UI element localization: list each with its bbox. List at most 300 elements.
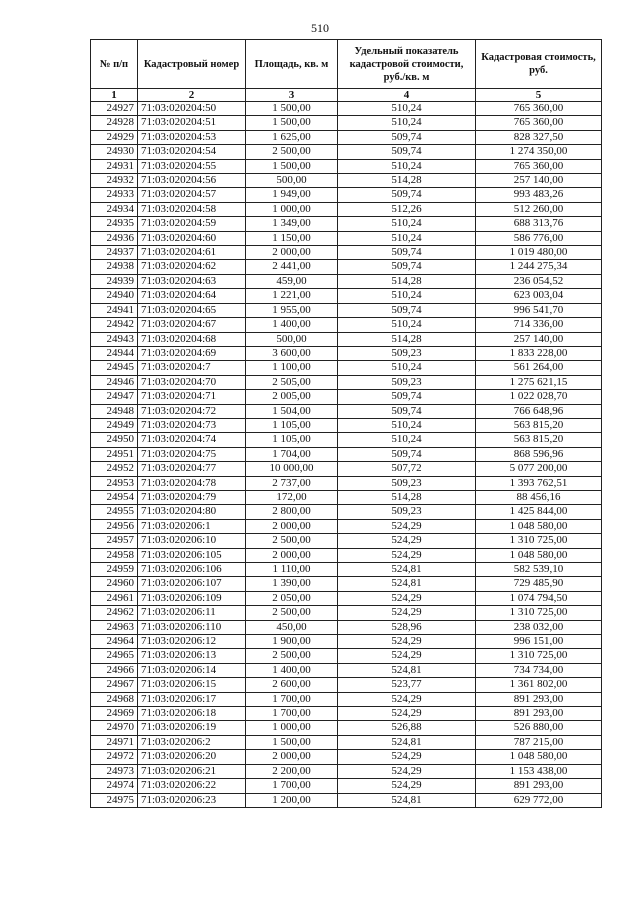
cell-cadastral-value: 688 313,76 [476,217,602,231]
cell-area: 1 150,00 [246,231,338,245]
cell-index: 24944 [91,346,138,360]
cell-cadastral-number: 71:03:020204:80 [138,505,246,519]
cell-unit-value: 524,81 [338,735,476,749]
table-row [91,260,602,274]
table-row [91,289,602,303]
cell-cadastral-number: 71:03:020206:22 [138,779,246,793]
cell-index: 24958 [91,548,138,562]
cell-area: 2 500,00 [246,145,338,159]
table-row [91,649,602,663]
cell-area: 2 500,00 [246,606,338,620]
cell-unit-value: 509,74 [338,390,476,404]
cell-cadastral-number: 71:03:020204:61 [138,246,246,260]
table-row [91,462,602,476]
cell-index: 24942 [91,318,138,332]
table-row [91,620,602,634]
cell-cadastral-number: 71:03:020204:64 [138,289,246,303]
table-row [91,318,602,332]
table-row [91,505,602,519]
cell-unit-value: 509,23 [338,505,476,519]
cell-area: 1 949,00 [246,188,338,202]
cell-cadastral-value: 623 003,04 [476,289,602,303]
cell-cadastral-value: 1 275 621,15 [476,375,602,389]
table-row [91,130,602,144]
cell-cadastral-number: 71:03:020204:57 [138,188,246,202]
cell-area: 1 221,00 [246,289,338,303]
table-row [91,476,602,490]
cell-area: 1 100,00 [246,361,338,375]
cell-unit-value: 524,29 [338,534,476,548]
cell-index: 24931 [91,159,138,173]
cell-area: 1 110,00 [246,563,338,577]
cell-area: 2 505,00 [246,375,338,389]
table-row [91,490,602,504]
cell-cadastral-number: 71:03:020204:73 [138,418,246,432]
cell-area: 1 900,00 [246,635,338,649]
cell-index: 24955 [91,505,138,519]
cell-cadastral-number: 71:03:020206:19 [138,721,246,735]
cell-cadastral-value: 734 734,00 [476,663,602,677]
cell-cadastral-number: 71:03:020204:77 [138,462,246,476]
cell-unit-value: 524,29 [338,591,476,605]
cell-cadastral-number: 71:03:020204:55 [138,159,246,173]
cell-index: 24959 [91,563,138,577]
cell-cadastral-number: 71:03:020204:72 [138,404,246,418]
cell-index: 24947 [91,390,138,404]
cell-unit-value: 509,23 [338,375,476,389]
cell-cadastral-value: 868 596,96 [476,447,602,461]
cell-cadastral-value: 1 048 580,00 [476,519,602,533]
cell-index: 24940 [91,289,138,303]
cell-area: 1 390,00 [246,577,338,591]
cell-cadastral-value: 563 815,20 [476,433,602,447]
cell-cadastral-number: 71:03:020206:15 [138,678,246,692]
cell-area: 1 955,00 [246,303,338,317]
cell-cadastral-number: 71:03:020206:12 [138,635,246,649]
cell-area: 450,00 [246,620,338,634]
table-header [91,40,602,102]
cell-cadastral-number: 71:03:020206:14 [138,663,246,677]
cell-area: 1 500,00 [246,159,338,173]
cell-cadastral-value: 891 293,00 [476,692,602,706]
cell-index: 24971 [91,735,138,749]
cell-cadastral-number: 71:03:020204:53 [138,130,246,144]
cell-cadastral-number: 71:03:020204:50 [138,102,246,116]
cell-cadastral-value: 1 019 480,00 [476,246,602,260]
column-number: 3 [246,89,338,102]
cell-unit-value: 514,28 [338,332,476,346]
cell-cadastral-number: 71:03:020206:106 [138,563,246,577]
cell-cadastral-value: 1 244 275,34 [476,260,602,274]
cell-area: 1 105,00 [246,433,338,447]
table-row [91,692,602,706]
cell-area: 1 400,00 [246,318,338,332]
table-row [91,274,602,288]
cell-cadastral-number: 71:03:020206:1 [138,519,246,533]
cell-unit-value: 509,23 [338,476,476,490]
cell-cadastral-number: 71:03:020204:59 [138,217,246,231]
cell-cadastral-number: 71:03:020206:110 [138,620,246,634]
table-row [91,188,602,202]
cell-unit-value: 524,29 [338,519,476,533]
header-row [91,40,602,89]
cell-cadastral-number: 71:03:020204:65 [138,303,246,317]
table-row [91,346,602,360]
cell-index: 24954 [91,490,138,504]
cell-unit-value: 524,29 [338,692,476,706]
column-number: 4 [338,89,476,102]
cell-area: 1 504,00 [246,404,338,418]
cell-cadastral-value: 1 274 350,00 [476,145,602,159]
cell-unit-value: 524,81 [338,663,476,677]
cell-cadastral-value: 714 336,00 [476,318,602,332]
cell-cadastral-number: 71:03:020206:11 [138,606,246,620]
cell-area: 2 200,00 [246,764,338,778]
cell-area: 2 500,00 [246,649,338,663]
page-number: 510 [311,21,329,35]
cell-index: 24946 [91,375,138,389]
cell-area: 10 000,00 [246,462,338,476]
table-row [91,159,602,173]
cell-index: 24972 [91,750,138,764]
cell-unit-value: 524,29 [338,649,476,663]
cell-unit-value: 514,28 [338,490,476,504]
cell-area: 1 349,00 [246,217,338,231]
table-row [91,663,602,677]
cell-cadastral-number: 71:03:020206:23 [138,793,246,807]
cell-cadastral-number: 71:03:020204:60 [138,231,246,245]
cell-index: 24956 [91,519,138,533]
cell-cadastral-value: 1 393 762,51 [476,476,602,490]
cell-cadastral-number: 71:03:020206:10 [138,534,246,548]
header-area: Площадь, кв. м [246,40,338,89]
cell-index: 24948 [91,404,138,418]
cell-cadastral-number: 71:03:020206:21 [138,764,246,778]
cell-index: 24962 [91,606,138,620]
cell-cadastral-number: 71:03:020204:68 [138,332,246,346]
cell-unit-value: 510,24 [338,361,476,375]
cell-index: 24938 [91,260,138,274]
cell-area: 2 000,00 [246,548,338,562]
table-row [91,102,602,116]
cell-unit-value: 524,81 [338,563,476,577]
table-row [91,174,602,188]
cell-cadastral-value: 1 361 802,00 [476,678,602,692]
cell-index: 24951 [91,447,138,461]
cell-cadastral-value: 1 022 028,70 [476,390,602,404]
table-row [91,418,602,432]
cell-cadastral-number: 71:03:020204:67 [138,318,246,332]
cell-index: 24970 [91,721,138,735]
cell-cadastral-number: 71:03:020204:74 [138,433,246,447]
cell-index: 24949 [91,418,138,432]
cell-unit-value: 510,24 [338,289,476,303]
cell-cadastral-value: 1 048 580,00 [476,548,602,562]
table-row [91,447,602,461]
cell-cadastral-number: 71:03:020206:107 [138,577,246,591]
cell-index: 24973 [91,764,138,778]
cell-cadastral-number: 71:03:020206:17 [138,692,246,706]
cell-cadastral-number: 71:03:020206:13 [138,649,246,663]
table-row [91,231,602,245]
cell-unit-value: 509,74 [338,404,476,418]
cell-unit-value: 509,74 [338,260,476,274]
cell-unit-value: 509,74 [338,303,476,317]
cell-unit-value: 509,74 [338,246,476,260]
column-number: 2 [138,89,246,102]
cell-cadastral-number: 71:03:020204:69 [138,346,246,360]
cell-index: 24950 [91,433,138,447]
cell-cadastral-value: 1 048 580,00 [476,750,602,764]
table-row [91,735,602,749]
cell-unit-value: 524,29 [338,764,476,778]
cell-cadastral-value: 993 483,26 [476,188,602,202]
table-row [91,332,602,346]
cell-index: 24963 [91,620,138,634]
cell-index: 24935 [91,217,138,231]
cell-area: 1 704,00 [246,447,338,461]
cell-cadastral-number: 71:03:020206:2 [138,735,246,749]
cell-unit-value: 523,77 [338,678,476,692]
cell-unit-value: 512,26 [338,202,476,216]
cell-cadastral-value: 582 539,10 [476,563,602,577]
cell-index: 24975 [91,793,138,807]
cell-cadastral-value: 1 425 844,00 [476,505,602,519]
cell-cadastral-value: 561 264,00 [476,361,602,375]
cell-area: 1 000,00 [246,721,338,735]
cell-unit-value: 507,72 [338,462,476,476]
cell-index: 24964 [91,635,138,649]
cell-area: 500,00 [246,174,338,188]
cell-area: 1 105,00 [246,418,338,432]
cell-index: 24930 [91,145,138,159]
cell-area: 2 500,00 [246,534,338,548]
cell-area: 1 700,00 [246,692,338,706]
cell-cadastral-value: 586 776,00 [476,231,602,245]
cell-area: 2 737,00 [246,476,338,490]
table-row [91,519,602,533]
cell-area: 2 005,00 [246,390,338,404]
table-row [91,534,602,548]
cell-unit-value: 510,24 [338,159,476,173]
table-row [91,721,602,735]
cell-cadastral-value: 891 293,00 [476,779,602,793]
table-row [91,145,602,159]
table-row [91,635,602,649]
cell-unit-value: 524,29 [338,750,476,764]
cell-cadastral-value: 765 360,00 [476,159,602,173]
cell-cadastral-number: 71:03:020204:63 [138,274,246,288]
table-row [91,793,602,807]
cell-area: 1 500,00 [246,102,338,116]
cell-area: 1 700,00 [246,707,338,721]
cell-cadastral-value: 729 485,90 [476,577,602,591]
table-row [91,764,602,778]
cell-cadastral-value: 512 260,00 [476,202,602,216]
cell-cadastral-value: 1 310 725,00 [476,606,602,620]
header-cadastral-number: Кадастровый номер [138,40,246,89]
header-index: № п/п [91,40,138,89]
cell-unit-value: 510,24 [338,231,476,245]
cell-area: 459,00 [246,274,338,288]
cell-cadastral-value: 257 140,00 [476,174,602,188]
cell-cadastral-number: 71:03:020206:105 [138,548,246,562]
table-row [91,563,602,577]
cell-cadastral-value: 88 456,16 [476,490,602,504]
cell-cadastral-value: 629 772,00 [476,793,602,807]
cell-cadastral-value: 1 074 794,50 [476,591,602,605]
cell-index: 24943 [91,332,138,346]
cell-cadastral-number: 71:03:020204:54 [138,145,246,159]
cell-area: 2 600,00 [246,678,338,692]
cell-index: 24932 [91,174,138,188]
cell-unit-value: 510,24 [338,116,476,130]
cell-index: 24953 [91,476,138,490]
cell-area: 1 400,00 [246,663,338,677]
cell-area: 2 000,00 [246,519,338,533]
cell-unit-value: 524,29 [338,635,476,649]
cell-index: 24974 [91,779,138,793]
table-row [91,217,602,231]
cell-unit-value: 509,74 [338,447,476,461]
cell-cadastral-value: 891 293,00 [476,707,602,721]
cell-cadastral-value: 5 077 200,00 [476,462,602,476]
cell-index: 24960 [91,577,138,591]
cell-unit-value: 509,74 [338,188,476,202]
cell-cadastral-number: 71:03:020206:20 [138,750,246,764]
cell-index: 24934 [91,202,138,216]
cell-cadastral-value: 787 215,00 [476,735,602,749]
cell-cadastral-value: 766 648,96 [476,404,602,418]
cell-area: 2 050,00 [246,591,338,605]
cell-area: 500,00 [246,332,338,346]
cell-cadastral-value: 765 360,00 [476,102,602,116]
cell-cadastral-value: 1 310 725,00 [476,649,602,663]
cell-cadastral-value: 238 032,00 [476,620,602,634]
cell-unit-value: 510,24 [338,217,476,231]
cell-cadastral-number: 71:03:020204:51 [138,116,246,130]
cell-cadastral-value: 828 327,50 [476,130,602,144]
cell-area: 1 200,00 [246,793,338,807]
table-row [91,707,602,721]
cell-unit-value: 524,29 [338,606,476,620]
cell-unit-value: 510,24 [338,318,476,332]
cell-area: 1 000,00 [246,202,338,216]
cell-area: 2 000,00 [246,750,338,764]
cell-area: 2 800,00 [246,505,338,519]
table-row [91,361,602,375]
table-row [91,591,602,605]
table-row [91,779,602,793]
cell-index: 24941 [91,303,138,317]
cell-area: 172,00 [246,490,338,504]
cell-unit-value: 524,29 [338,707,476,721]
table-row [91,375,602,389]
cell-cadastral-number: 71:03:020204:58 [138,202,246,216]
column-number: 5 [476,89,602,102]
table-row [91,246,602,260]
cell-unit-value: 524,29 [338,779,476,793]
cell-area: 1 625,00 [246,130,338,144]
cell-area: 2 000,00 [246,246,338,260]
cell-cadastral-number: 71:03:020204:56 [138,174,246,188]
cell-unit-value: 510,24 [338,418,476,432]
cell-unit-value: 509,23 [338,346,476,360]
table-row [91,548,602,562]
cell-index: 24969 [91,707,138,721]
cell-index: 24939 [91,274,138,288]
cell-cadastral-value: 1 833 228,00 [476,346,602,360]
cell-index: 24957 [91,534,138,548]
cell-area: 1 500,00 [246,116,338,130]
table-row [91,202,602,216]
cell-cadastral-value: 526 880,00 [476,721,602,735]
cell-unit-value: 514,28 [338,174,476,188]
cell-unit-value: 524,81 [338,577,476,591]
table-row [91,433,602,447]
cell-unit-value: 509,74 [338,145,476,159]
cell-cadastral-number: 71:03:020204:79 [138,490,246,504]
cell-cadastral-value: 563 815,20 [476,418,602,432]
cell-cadastral-number: 71:03:020204:71 [138,390,246,404]
cell-cadastral-value: 236 054,52 [476,274,602,288]
table-row [91,390,602,404]
cell-index: 24965 [91,649,138,663]
cell-cadastral-value: 765 360,00 [476,116,602,130]
cell-cadastral-number: 71:03:020206:18 [138,707,246,721]
cell-unit-value: 524,81 [338,793,476,807]
table-row [91,606,602,620]
table-row [91,577,602,591]
table-row [91,116,602,130]
cell-cadastral-value: 257 140,00 [476,332,602,346]
cell-unit-value: 510,24 [338,102,476,116]
cell-index: 24968 [91,692,138,706]
cell-unit-value: 509,74 [338,130,476,144]
cell-index: 24927 [91,102,138,116]
cell-index: 24967 [91,678,138,692]
cell-cadastral-value: 996 151,00 [476,635,602,649]
header-cadastral-value: Кадастровая стоимость, руб. [476,40,602,89]
cadastral-value-table [90,39,602,808]
cell-unit-value: 510,24 [338,433,476,447]
table-row [91,404,602,418]
table-row [91,750,602,764]
cell-cadastral-value: 996 541,70 [476,303,602,317]
cell-index: 24966 [91,663,138,677]
cell-cadastral-number: 71:03:020204:78 [138,476,246,490]
table-body [91,102,602,808]
cell-index: 24937 [91,246,138,260]
cell-cadastral-number: 71:03:020206:109 [138,591,246,605]
cell-index: 24945 [91,361,138,375]
cell-area: 1 500,00 [246,735,338,749]
table-row [91,303,602,317]
cell-index: 24928 [91,116,138,130]
cell-unit-value: 524,29 [338,548,476,562]
cell-index: 24936 [91,231,138,245]
cell-cadastral-value: 1 310 725,00 [476,534,602,548]
cell-unit-value: 514,28 [338,274,476,288]
cell-cadastral-number: 71:03:020204:70 [138,375,246,389]
cell-unit-value: 528,96 [338,620,476,634]
table-row [91,678,602,692]
cell-index: 24952 [91,462,138,476]
column-number: 1 [91,89,138,102]
cell-cadastral-number: 71:03:020204:7 [138,361,246,375]
cell-cadastral-number: 71:03:020204:62 [138,260,246,274]
cell-cadastral-value: 1 153 438,00 [476,764,602,778]
